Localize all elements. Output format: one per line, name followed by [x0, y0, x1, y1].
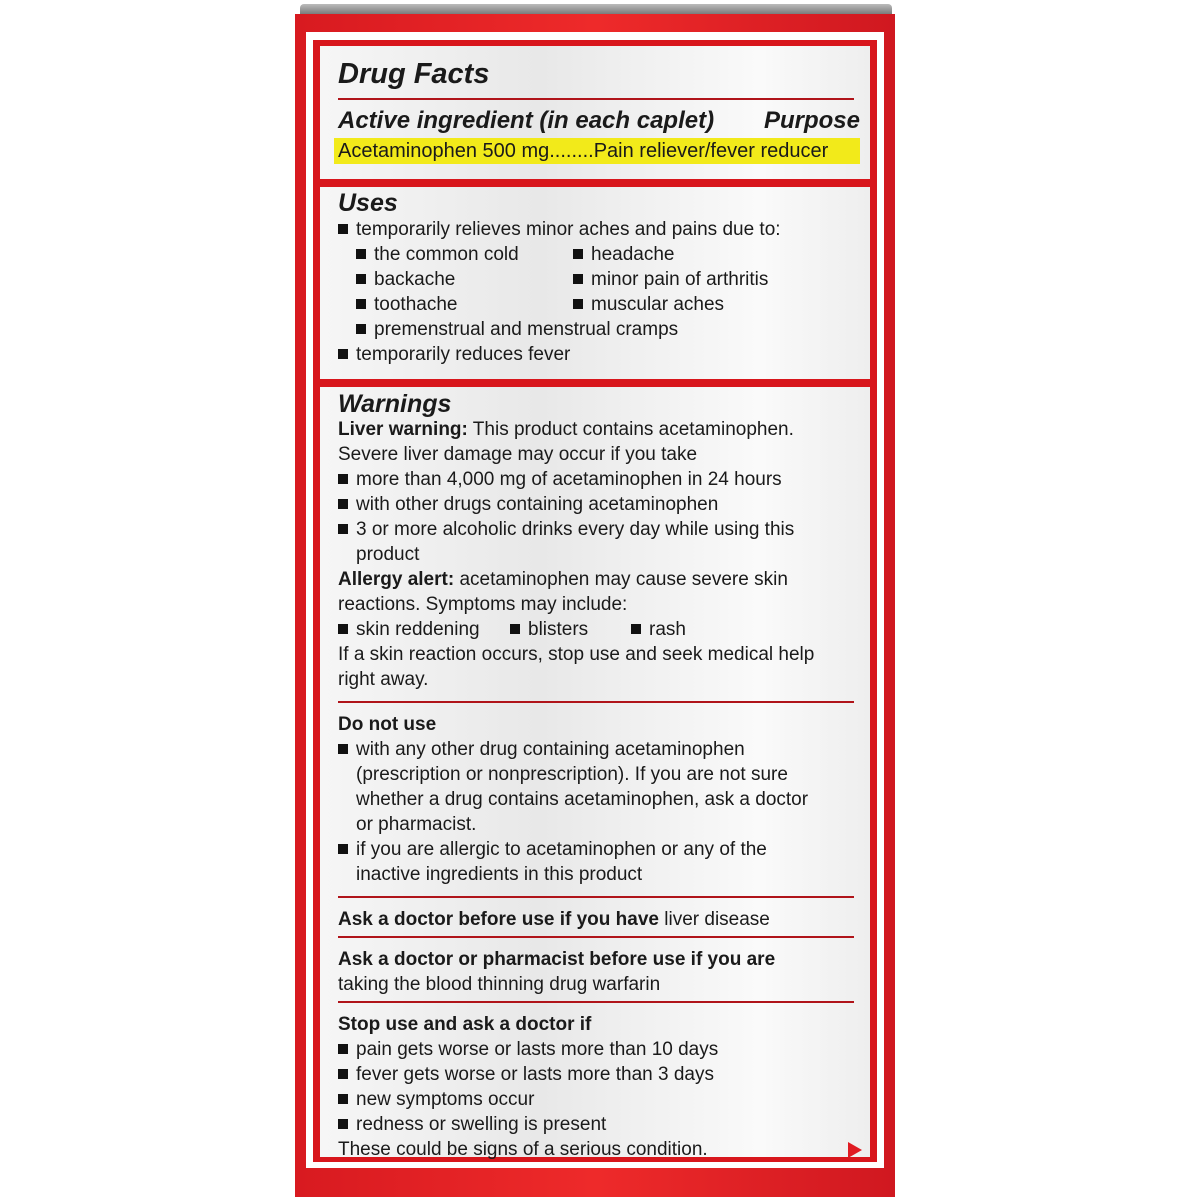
use-item: toothache: [374, 294, 458, 315]
stop-end: These could be signs of a serious condition.: [338, 1139, 708, 1160]
active-ingredient-row: Acetaminophen 500 mg........Pain reliever/fever reducer: [334, 138, 860, 164]
ask-doctor-text: liver disease: [664, 909, 770, 930]
use-item: minor pain of arthritis: [591, 269, 769, 290]
do-not-use-item: if you are allergic to acetaminophen or any of the: [356, 839, 767, 860]
uses-section: [320, 187, 870, 379]
use-item: backache: [374, 269, 456, 290]
use-item: premenstrual and menstrual cramps: [374, 319, 679, 340]
warnings-title: Warnings: [338, 390, 452, 418]
drug-facts-frame: [313, 40, 877, 1162]
ask-pharmacist-label: Ask a doctor or pharmacist before use if you are: [338, 949, 776, 970]
drug-facts-title: Drug Facts: [338, 58, 490, 90]
use-item: headache: [591, 244, 675, 265]
do-not-use-item: (prescription or nonprescription). If you are not sure: [356, 764, 788, 785]
use-item: the common cold: [374, 244, 519, 265]
uses-intro: temporarily relieves minor aches and pains due to:: [356, 219, 781, 240]
allergy-end: If a skin reaction occurs, stop use and seek medical help: [338, 644, 815, 665]
package-side: [295, 14, 895, 1197]
stop-use-title: Stop use and ask a doctor if: [338, 1014, 592, 1035]
liver-item: with other drugs containing acetaminophen: [356, 494, 719, 515]
ask-pharmacist-text: taking the blood thinning drug warfarin: [338, 974, 661, 995]
allergy-label: Allergy alert:: [338, 569, 455, 590]
do-not-use-title: Do not use: [338, 714, 437, 735]
purpose-heading: Purpose: [763, 107, 860, 134]
drug-facts-header: [320, 46, 870, 179]
stop-item: redness or swelling is present: [356, 1114, 607, 1135]
do-not-use-item: whether a drug contains acetaminophen, ask a doctor: [356, 789, 809, 810]
uses-title: Uses: [338, 189, 398, 217]
stop-item: new symptoms occur: [356, 1089, 535, 1110]
do-not-use-item: with any other drug containing acetaminophen: [356, 739, 745, 760]
liver-warning-text: Severe liver damage may occur if you take: [338, 444, 698, 465]
do-not-use-item: inactive ingredients in this product: [356, 864, 643, 885]
use-fever: temporarily reduces fever: [356, 344, 571, 365]
allergy-item: rash: [649, 619, 686, 640]
ask-doctor-label: Ask a doctor before use if you have: [338, 909, 659, 930]
liver-warning-text: This product contains acetaminophen.: [472, 419, 794, 440]
allergy-item: skin reddening: [356, 619, 480, 640]
allergy-item: blisters: [528, 619, 589, 640]
allergy-end: right away.: [338, 669, 429, 690]
liver-item: more than 4,000 mg of acetaminophen in 24 hours: [356, 469, 782, 490]
liver-item: 3 or more alcoholic drinks every day while using this: [356, 519, 795, 540]
allergy-text: acetaminophen may cause severe skin: [459, 569, 788, 590]
stop-item: fever gets worse or lasts more than 3 days: [356, 1064, 714, 1085]
warnings-section: [320, 387, 870, 1160]
stop-item: pain gets worse or lasts more than 10 days: [356, 1039, 719, 1060]
active-ingredient-heading: Active ingredient (in each caplet): [338, 107, 715, 134]
do-not-use-item: or pharmacist.: [356, 814, 477, 835]
liver-item: product: [356, 544, 420, 565]
continue-arrow-icon: [848, 1142, 862, 1158]
allergy-text: reactions. Symptoms may include:: [338, 594, 628, 615]
liver-warning-label: Liver warning:: [338, 419, 468, 440]
use-item: muscular aches: [591, 294, 725, 315]
